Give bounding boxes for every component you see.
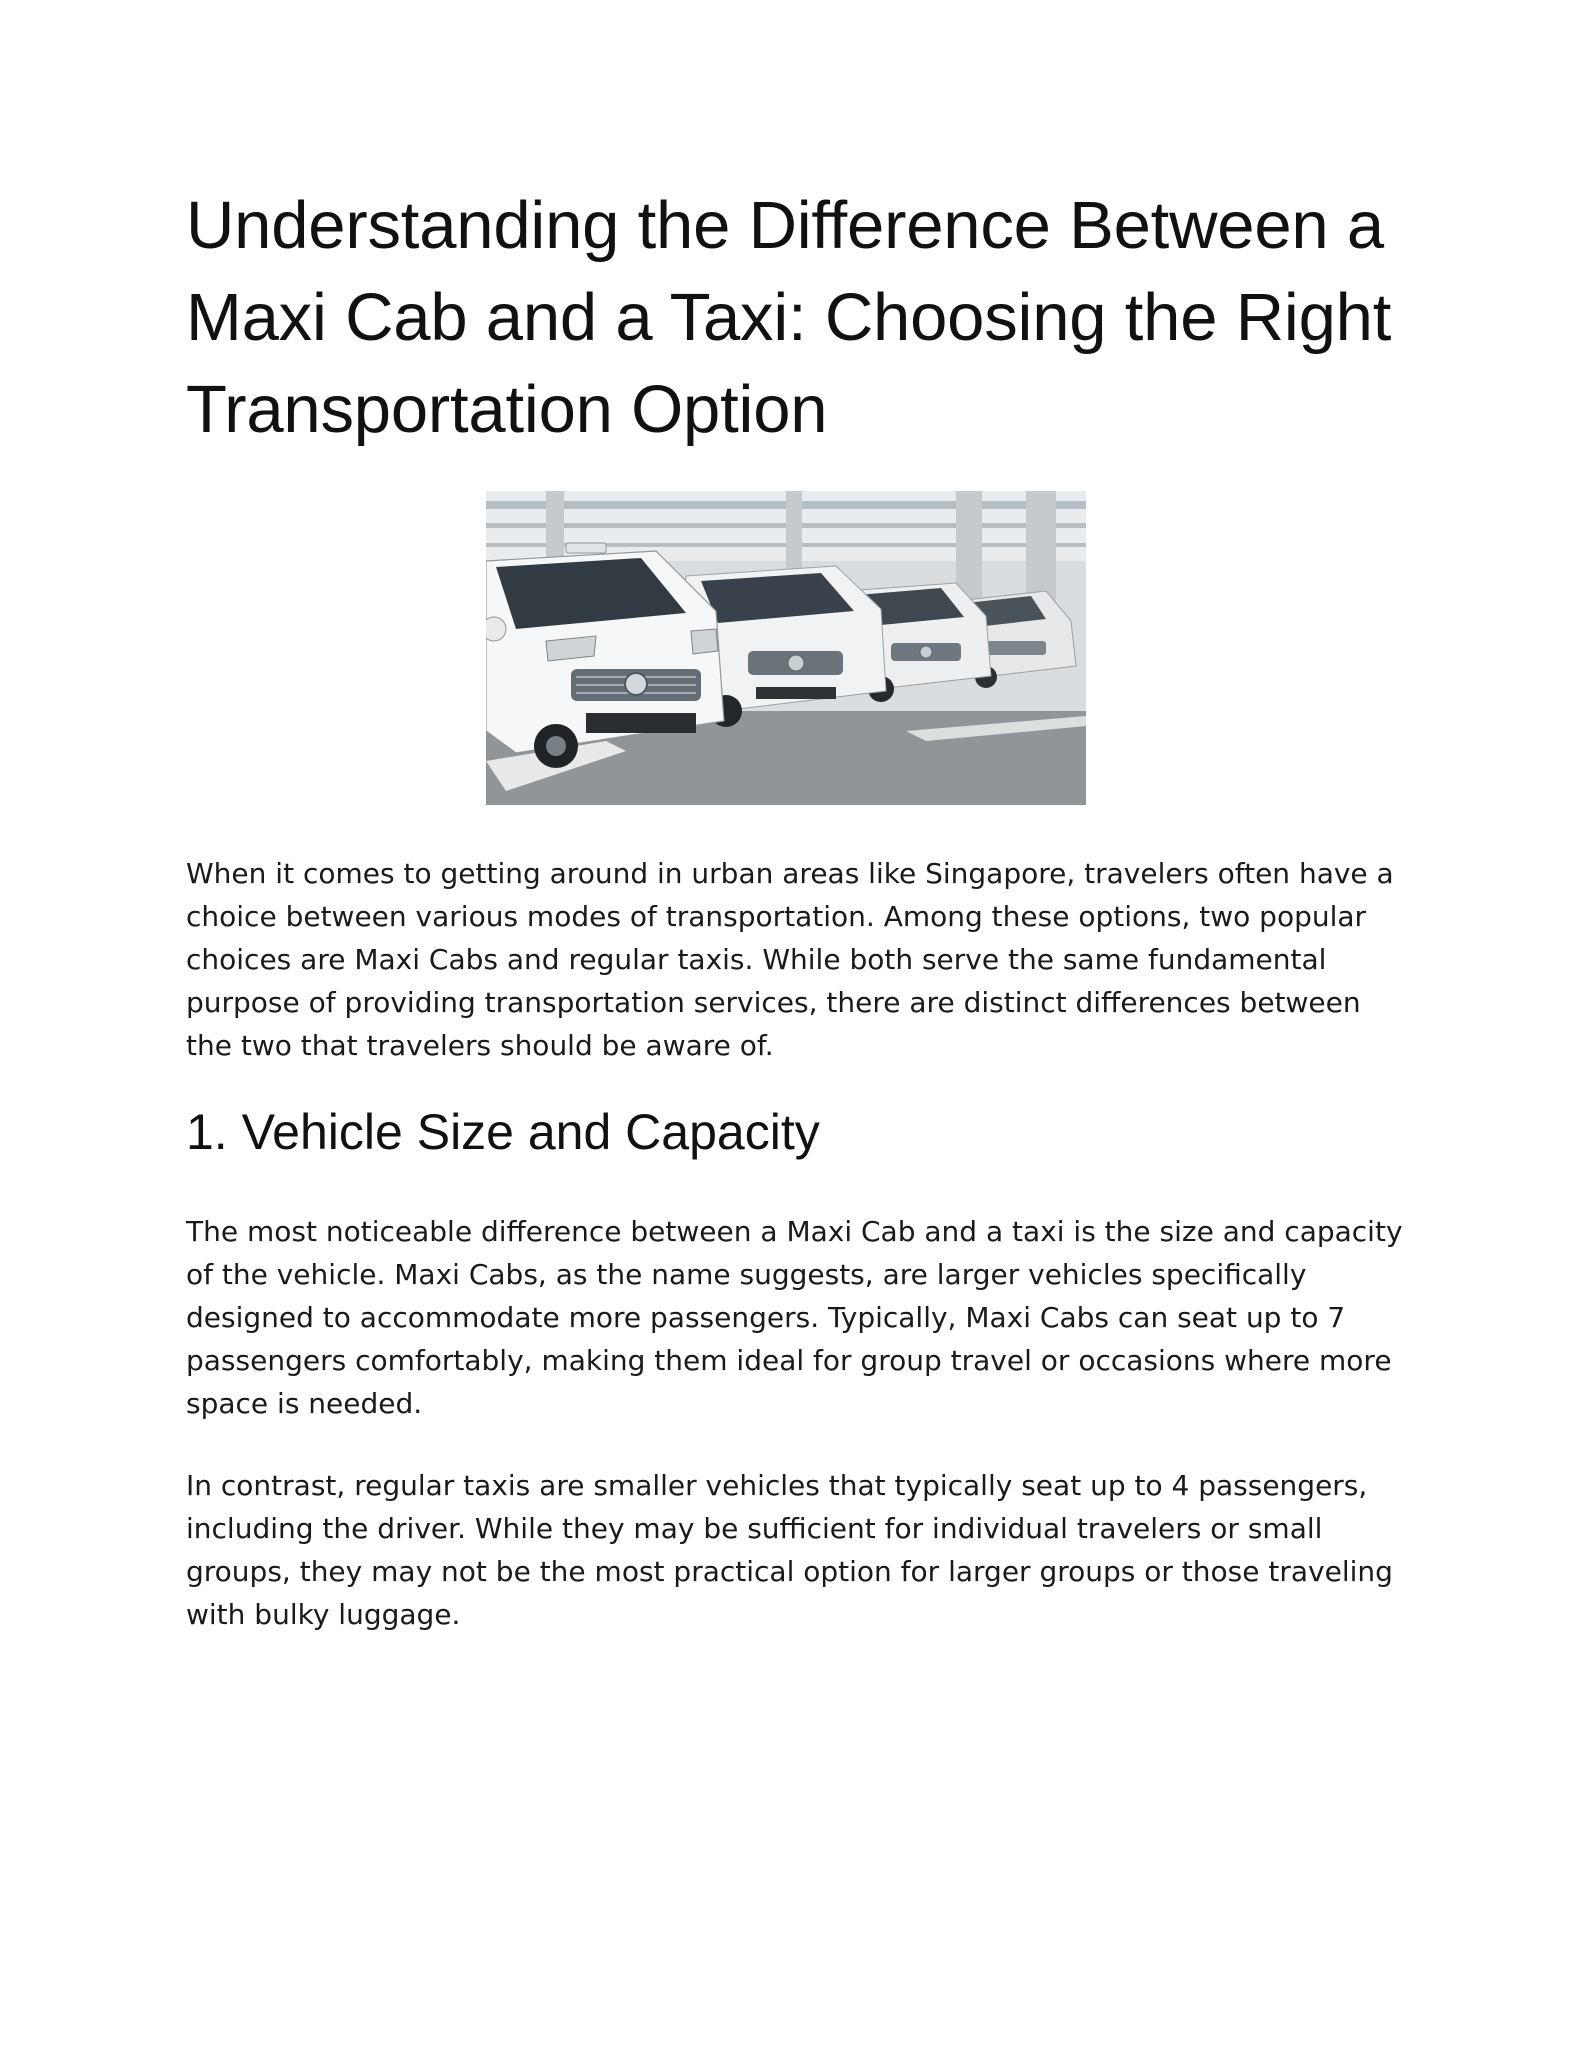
maxi-cab-photo	[486, 491, 1086, 805]
section-heading-vehicle-size: 1. Vehicle Size and Capacity	[186, 1104, 820, 1160]
intro-paragraph: When it comes to getting around in urban areas like Singapore, travelers often have a choice between various modes of transportation. Among these options, two popular choices are Maxi Cabs and regular taxis. While both serve the same fundamental purpose of providing transportation services, there are distinct differences between the two that travelers should be aware of.	[186, 857, 1394, 1062]
vehicle-size-paragraph: The most noticeable difference between a Maxi Cab and a taxi is the size and capacity of the vehicle. Maxi Cabs, as the name suggests, are larger vehicles specifically designed to accommodate more passengers. Typically, Maxi Cabs can seat up to 7 passengers comfortably, making them ideal for group travel or occasions where more space is needed.	[186, 1215, 1403, 1420]
taxi-capacity-paragraph: In contrast, regular taxis are smaller vehicles that typically seat up to 4 passengers, including the driver. While they may be sufficient for individual travelers or small groups, they may not be the most practical option for larger groups or those traveling with bulky luggage.	[186, 1469, 1393, 1631]
page-title: Understanding the Difference Between a Maxi Cab and a Taxi: Choosing the Right Transportation Option	[186, 188, 1392, 447]
maxi-cab-illustration	[486, 491, 1086, 805]
